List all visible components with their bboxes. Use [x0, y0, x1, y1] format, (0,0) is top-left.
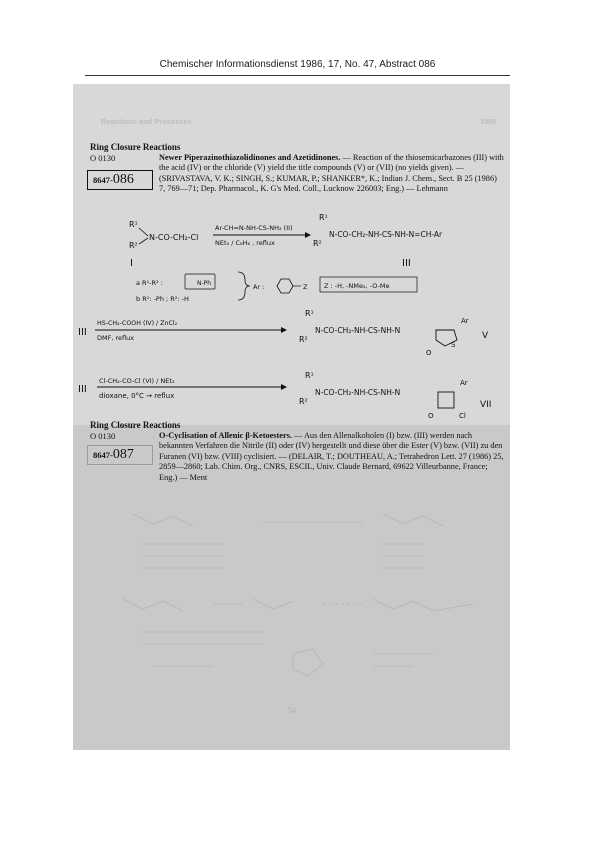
scheme-r2-product3: R² — [299, 397, 308, 406]
scheme-reagent1-top: Ar-CH=N-NH-CS-NH₂ (II) — [215, 224, 293, 232]
scheme-r2-product2: R² — [299, 335, 308, 344]
abstract-title: Newer Piperazinothiazolidinones and Azetidinones. — [159, 153, 341, 162]
scheme-product2-ring-o: O — [426, 349, 432, 357]
classification-code: O 0130 — [90, 153, 116, 163]
running-head-left: Reactions and Processes — [101, 117, 192, 126]
scheme-label-III-row3: III — [78, 327, 87, 338]
scheme-product3-group: N-CO-CH₂-NH-CS-NH-N — [315, 388, 401, 397]
scheme-product2-ring-s: S — [451, 341, 456, 349]
scheme-product3-ring-cl: Cl — [459, 412, 466, 420]
scheme-sub-a: a R¹-R² : — [136, 279, 163, 287]
scanned-page — [73, 84, 510, 750]
abstract-text-2 — [159, 431, 504, 483]
abstract-number-box — [87, 170, 153, 190]
scheme-sub-a-ring: N-Ph — [197, 280, 212, 287]
faded-reaction-scheme — [73, 504, 510, 699]
scheme-r2-product1: R² — [313, 239, 322, 248]
scheme-r1-start: R¹ — [129, 220, 138, 229]
abstract-number-prefix-2: 8647- — [93, 450, 113, 460]
abstract-text — [159, 153, 504, 195]
scheme-start-group: N-CO-CH₂-Cl — [149, 233, 199, 242]
section-title-2: Ring Closure Reactions — [90, 420, 181, 430]
scheme-r1-product2: R¹ — [305, 309, 314, 318]
header-rule — [85, 75, 510, 76]
page-header: Chemischer Informationsdienst 1986, 17, No. 47, Abstract 086 — [159, 59, 436, 70]
scheme-product1-group: N-CO-CH₂-NH-CS-NH-N=CH-Ar — [329, 230, 443, 239]
abstract-number-prefix: 8647- — [93, 175, 113, 185]
scheme-sub-b: b R¹: -Ph ; R²: -H — [136, 295, 189, 303]
abstract-number-suffix-2: 087 — [112, 447, 134, 462]
scheme-product3-ring-o: O — [428, 412, 434, 420]
reaction-scheme — [73, 214, 510, 424]
section-title: Ring Closure Reactions — [90, 142, 181, 152]
scheme-r2-start: R² — [129, 241, 138, 250]
scheme-reagent3-top: Cl-CH₂-CO-Cl (VI) / NEt₃ — [99, 377, 175, 385]
scheme-product2-group: N-CO-CH₂-NH-CS-NH-N — [315, 326, 401, 335]
running-head-right: 1986 — [480, 117, 497, 126]
abstract-number-suffix: 086 — [112, 172, 134, 187]
page-number: 54 — [287, 706, 296, 715]
scheme-label-V: V — [482, 331, 489, 341]
scheme-product3-ring-ar: Ar — [460, 379, 468, 387]
abstract-title-2: O-Cyclisation of Allenic β-Ketoesters. — [159, 431, 292, 440]
scheme-label-III: III — [402, 258, 411, 269]
classification-code-2: O 0130 — [90, 431, 116, 441]
scheme-reagent2-top: HS-CH₂-COOH (IV) / ZnCl₂ — [97, 320, 178, 327]
abstract-body: — Reaction of the thiosemicarbazones (III) with the acid (IV) or the chloride (V) yield the title compounds (V) or (VII) (no yields given). — (SRIVASTAVA, V. K.; SINGH, S.; KUMAR, P.; SHANKER*, K.; Indian J. Chem., Sect. B 25 (1986) 7, 769—71; Dep. Pharmacol., K. G's Med. Coll., Lucknow 226003; Eng.) — Lehmann — [159, 153, 504, 194]
scheme-label-III-row4: III — [78, 384, 87, 395]
scheme-z-options: Z : -H, -NMe₂, -O-Me — [324, 282, 390, 290]
scheme-reagent3-bottom: dioxane, 0°C → reflux — [99, 392, 175, 400]
abstract-number-box-2 — [87, 445, 153, 465]
scheme-reagent1-bottom: NEt₃ / C₆H₆ , reflux — [215, 239, 275, 247]
scheme-ar-z: Z — [303, 283, 308, 291]
scheme-ar-label: Ar : — [253, 283, 265, 291]
scheme-label-I: I — [130, 258, 133, 269]
abstract-body-2: — Aus den Allenalkoholen (I) bzw. (III) werden nach bekannten Verfahren die Nitrile (II) oder (IV) hergestellt und diese über die Ester (V) bzw. (VII) zu den Furanen (VI) bzw. (VIII) cyclisiert. — (DELAIR, T.; DOUTHEAU, A.; Tetrahedron Lett. 27 (1986) 25, 2859—2860; Lab. Chim. Org., CNRS, ESCIL, Univ. Claude Bernard, 69622 Villeurbanne, France; Eng.) — Ment — [159, 431, 504, 482]
scheme-reagent2-bottom: DMF, reflux — [97, 334, 135, 342]
scheme-r1-product3: R¹ — [305, 371, 314, 380]
scheme-r1-product1: R¹ — [319, 214, 328, 222]
scheme-product2-ring-ar: Ar — [461, 317, 469, 325]
scheme-label-VII: VII — [480, 400, 492, 410]
